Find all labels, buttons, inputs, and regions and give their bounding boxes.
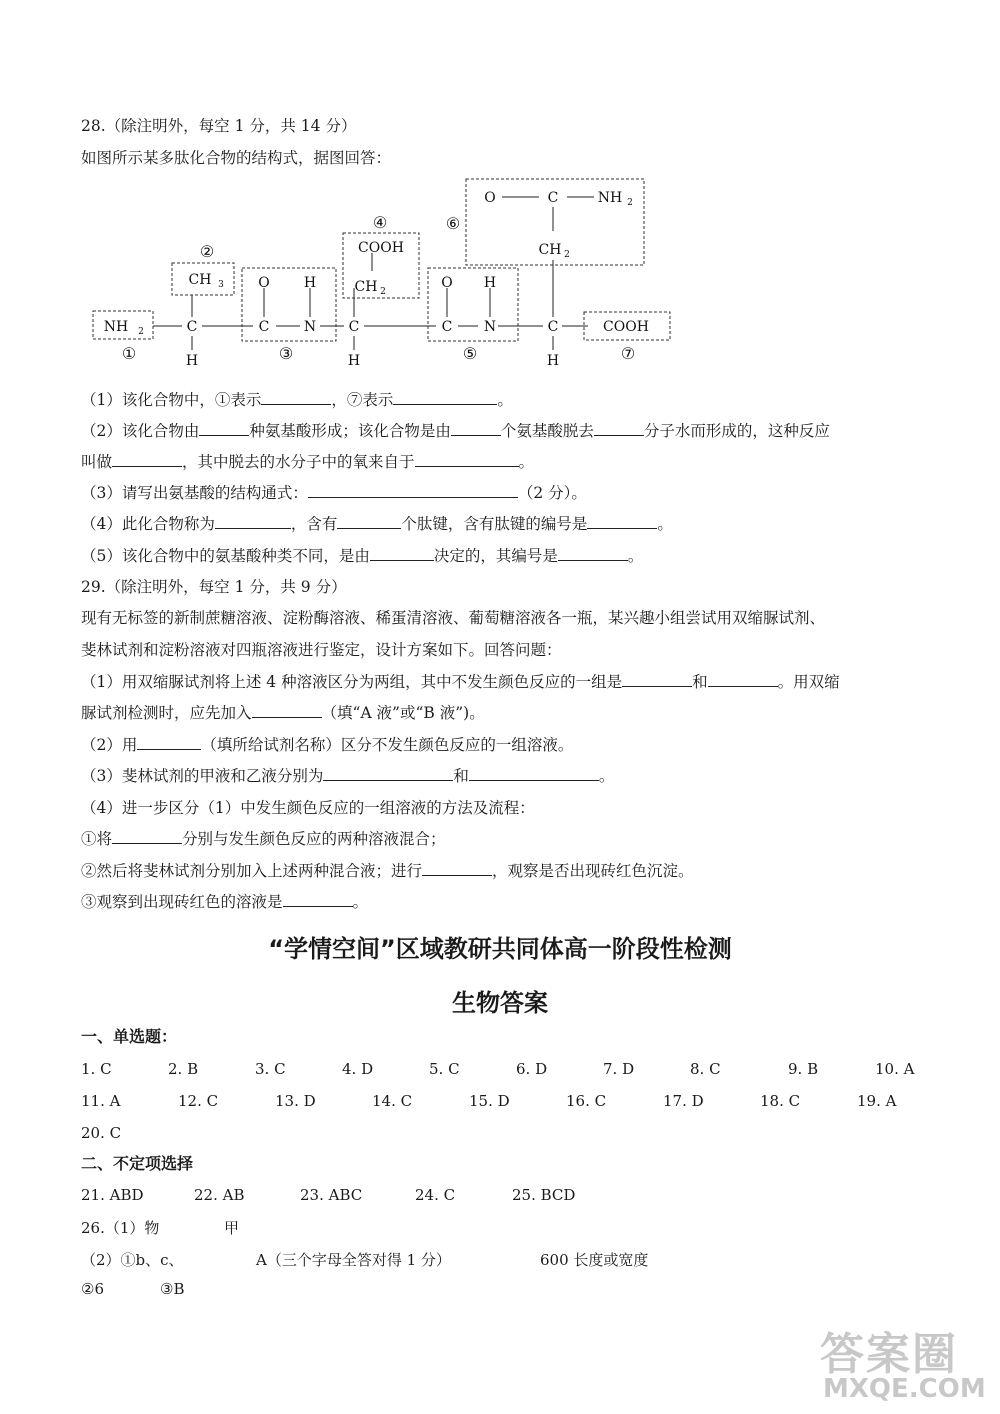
nh2-subscript: 2: [138, 327, 144, 337]
q28-part5: （5）该化合物中的氨基酸种类不同，是由 决定的，其编号是 。: [81, 547, 644, 565]
answer-item: 2. B: [168, 1060, 199, 1078]
nitrogen-1: N: [303, 319, 317, 335]
answer-blank[interactable]: [558, 546, 628, 561]
answer-item: 3. C: [255, 1060, 286, 1078]
answer-blank[interactable]: [415, 452, 519, 467]
answer-blank[interactable]: [199, 421, 249, 436]
answer-blank[interactable]: [323, 766, 453, 781]
answer-blank[interactable]: [261, 390, 331, 405]
polypeptide-structure-diagram: [0, 176, 1000, 376]
answer-item: 12. C: [178, 1092, 219, 1110]
watermark-url: MXQE.COM: [823, 1374, 986, 1404]
marker-3: ③: [278, 344, 294, 363]
answer-item: 14. C: [372, 1092, 413, 1110]
carbonyl-carbon-1: C: [258, 319, 270, 335]
ch3-subscript: 3: [218, 280, 224, 290]
answer-blank[interactable]: [112, 829, 182, 844]
marker-4: ④: [372, 213, 388, 232]
answer-item: ②6: [81, 1280, 104, 1298]
answer-item: 26.（1）物: [81, 1219, 160, 1237]
q28-intro: 如图所示某多肽化合物的结构式，据图回答：: [81, 149, 392, 167]
answer-item: 15. D: [469, 1092, 510, 1110]
hydrogen-n2: H: [483, 275, 497, 291]
q29-header: 29.（除注明外，每空 1 分，共 9 分）: [81, 578, 347, 596]
q29-step3: ③观察到出现砖红色的溶液是 。: [81, 893, 369, 911]
section-single-choice: 一、单选题：: [81, 1027, 178, 1046]
oxygen-top: O: [484, 190, 496, 206]
ch3-group: CH: [188, 272, 212, 288]
answer-item: 23. ABC: [300, 1186, 363, 1204]
answer-item: 5. C: [429, 1060, 460, 1078]
answer-item: 1. C: [81, 1060, 112, 1078]
hydrogen-n1: H: [303, 275, 317, 291]
q29-part1: （1）用双缩脲试剂将上述 4 种溶液区分为两组，其中不发生颜色反应的一组是 和 。用双缩: [81, 673, 840, 691]
answer-blank[interactable]: [370, 546, 434, 561]
answer-item: 16. C: [566, 1092, 607, 1110]
q29-step2: ②然后将斐林试剂分别加入上述两种混合液；进行 ，观察是否出现砖红色沉淀。: [81, 862, 694, 880]
answer-item: 7. D: [603, 1060, 635, 1078]
answer-blank[interactable]: [308, 483, 518, 498]
ch2-subscript-4: 2: [380, 287, 386, 297]
answer-blank[interactable]: [393, 390, 497, 405]
answer-item: 18. C: [760, 1092, 801, 1110]
q29-intro-line1: 现有无标签的新制蔗糖溶液、淀粉酶溶液、稀蛋清溶液、葡萄糖溶液各一瓶，某兴趣小组尝试用双缩脲试剂、: [81, 609, 826, 627]
answer-blank[interactable]: [215, 514, 291, 529]
answer-item: 17. D: [663, 1092, 704, 1110]
answer-item: 6. D: [516, 1060, 548, 1078]
marker-1: ①: [121, 344, 137, 363]
answer-blank[interactable]: [252, 703, 322, 718]
oxygen-2: O: [441, 275, 453, 291]
answer-item: ③B: [160, 1280, 185, 1298]
answer-blank[interactable]: [422, 861, 492, 876]
answer-blank[interactable]: [594, 421, 644, 436]
answer-item: 20. C: [81, 1124, 122, 1142]
cooh-group-4: COOH: [358, 240, 404, 256]
q28-part2-cont: 叫做 ，其中脱去的水分子中的氧来自于 。: [81, 453, 535, 471]
answer-item: 600 长度或宽度: [540, 1251, 649, 1269]
ch2-subscript-6: 2: [564, 250, 570, 260]
q28-part4: （4）此化合物称为 ，含有 个肽键，含有肽键的编号是 。: [81, 515, 673, 533]
nitrogen-2: N: [483, 319, 497, 335]
alpha-carbon-2: C: [348, 319, 360, 335]
answer-blank[interactable]: [112, 452, 182, 467]
q29-part3: （3）斐林试剂的甲液和乙液分别为 和 。: [81, 767, 615, 785]
marker-7: ⑦: [620, 344, 636, 363]
marker-2: ②: [199, 242, 215, 261]
answer-item: 甲: [224, 1219, 240, 1237]
answer-item: 9. B: [788, 1060, 819, 1078]
carbon-top: C: [547, 190, 559, 206]
answer-blank[interactable]: [587, 514, 657, 529]
answer-item: 8. C: [690, 1060, 721, 1078]
hydrogen-c3: H: [546, 353, 560, 369]
answer-item: 25. BCD: [512, 1186, 576, 1204]
answer-blank[interactable]: [337, 514, 401, 529]
q28-part2: （2）该化合物由 种氨基酸形成；该化合物是由 个氨基酸脱去 分子水而形成的，这种反应: [81, 422, 830, 440]
q28-part1: （1）该化合物中，①表示 ，⑦表示 。: [81, 391, 513, 409]
q29-intro-line2: 斐林试剂和淀粉溶液对四瓶溶液进行鉴定，设计方案如下。回答问题：: [81, 641, 562, 659]
q28-header: 28.（除注明外，每空 1 分，共 14 分）: [81, 117, 357, 135]
answer-item: 24. C: [415, 1186, 456, 1204]
answer-sheet-title: “学情空间”区域教研共同体高一阶段性检测: [268, 935, 732, 963]
answer-blank[interactable]: [708, 672, 778, 687]
answer-item: 19. A: [857, 1092, 897, 1110]
answer-item: 13. D: [275, 1092, 316, 1110]
marker-5: ⑤: [462, 344, 478, 363]
nh2-top: NH: [597, 190, 623, 206]
section-multiple-choice: 二、不定项选择: [81, 1154, 194, 1173]
answer-blank[interactable]: [283, 892, 353, 907]
answer-item: 11. A: [81, 1092, 121, 1110]
answer-blank[interactable]: [469, 766, 599, 781]
marker-6: ⑥: [445, 214, 461, 233]
answer-blank[interactable]: [451, 421, 501, 436]
ch2-group-4: CH: [354, 279, 378, 295]
answer-item: 4. D: [342, 1060, 374, 1078]
carbonyl-carbon-2: C: [441, 319, 453, 335]
answer-blank[interactable]: [137, 735, 201, 750]
nh2-group: NH: [103, 319, 129, 335]
q29-step1: ①将 分别与发生颜色反应的两种溶液混合；: [81, 830, 446, 848]
box-3: [242, 268, 336, 341]
answer-blank[interactable]: [622, 672, 692, 687]
q29-part1-cont: 脲试剂检测时，应先加入 （填“A 液”或“B 液”)。: [81, 704, 485, 722]
answer-item: 21. ABD: [81, 1186, 144, 1204]
oxygen-1: O: [258, 275, 270, 291]
hydrogen-c2: H: [347, 353, 361, 369]
q29-part2: （2）用 （填所给试剂名称）区分不发生颜色反应的一组溶液。: [81, 736, 574, 754]
answer-item: 10. A: [875, 1060, 915, 1078]
ch2-group-6: CH: [538, 242, 562, 258]
alpha-carbon-3: C: [547, 319, 559, 335]
q28-part3: （3）请写出氨基酸的结构通式： （2 分）。: [81, 484, 587, 502]
answer-item: A（三个字母全答对得 1 分）: [256, 1251, 451, 1269]
answer-item: （2）①b、c、: [81, 1251, 184, 1269]
answer-sheet-subtitle: 生物答案: [452, 989, 548, 1017]
hydrogen-c1: H: [185, 353, 199, 369]
answer-item: 22. AB: [194, 1186, 245, 1204]
alpha-carbon-1: C: [186, 319, 198, 335]
watermark-logo: 答案圈: [820, 1329, 958, 1380]
q29-part4: （4）进一步区分（1）中发生颜色反应的一组溶液的方法及流程：: [81, 799, 535, 817]
cooh-group-7: COOH: [603, 319, 649, 335]
nh2-top-subscript: 2: [627, 198, 633, 208]
